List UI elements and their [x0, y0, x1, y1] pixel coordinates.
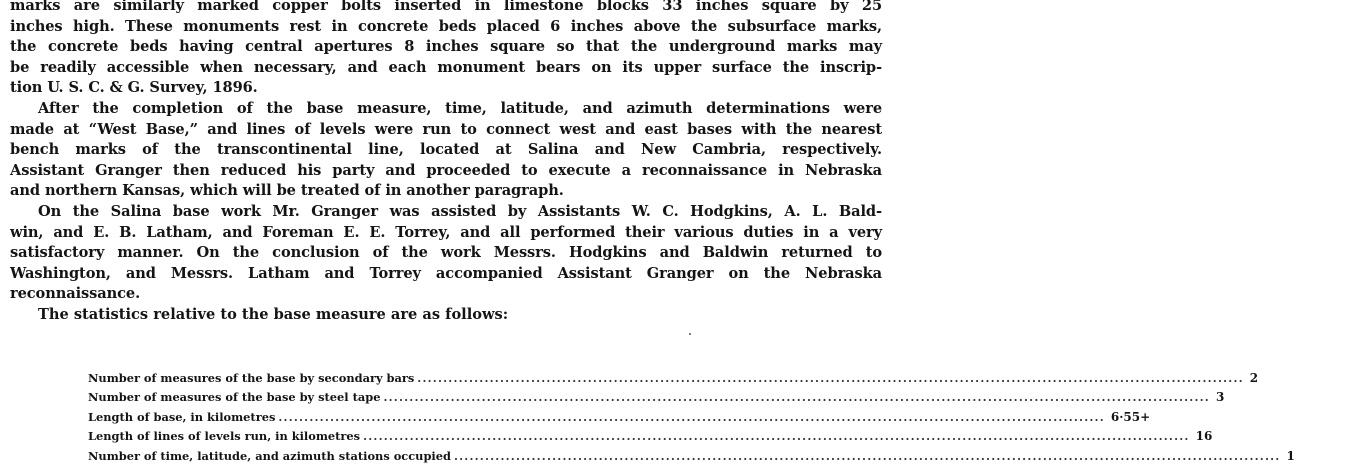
- text-line: Assistant Granger then reduced his party and proceeded to execute a reconnaissance in Nebraska: [10, 161, 882, 179]
- text-line: the concrete beds having central apertures 8 inches square so that the underground marks may: [10, 38, 882, 56]
- stats-intro: The statistics relative to the base measure are as follows:: [38, 305, 509, 323]
- dot-leader: ................................................................................................................................................................: [363, 429, 1190, 444]
- stat-row: [88, 371, 1259, 390]
- dot-leader: ................................................................................................................................................................: [278, 409, 1105, 424]
- paragraph-monuments: [10, 0, 882, 99]
- paragraph-completion: [10, 99, 882, 202]
- stat-value: 3: [1215, 390, 1225, 405]
- speck-mark: [689, 333, 691, 335]
- stat-row: [88, 390, 1225, 409]
- stat-value: 16: [1195, 429, 1213, 444]
- dot-leader: ................................................................................................................................................................: [417, 371, 1244, 385]
- stat-row: [88, 448, 1295, 468]
- stat-value: 2: [1249, 371, 1259, 385]
- dot-leader: ................................................................................................................................................................: [383, 390, 1210, 405]
- text-line: Washington, and Messrs. Latham and Torrey accompanied Assistant Granger on the Nebraska: [10, 264, 882, 282]
- text-line: be readily accessible when necessary, and each monument bears on its upper surface the inscrip-: [10, 58, 882, 76]
- paragraph-assistants: [10, 202, 882, 305]
- text-line: and northern Kansas, which will be treated of in another paragraph.: [10, 182, 564, 200]
- text-line: inches high. These monuments rest in concrete beds placed 6 inches above the subsurface marks,: [10, 17, 882, 35]
- text-line: win, and E. B. Latham, and Foreman E. E. Torrey, and all performed their various duties in a very: [10, 223, 882, 241]
- stat-value: 6·55+: [1110, 409, 1151, 424]
- stat-row: [88, 409, 1151, 429]
- text-line: bench marks of the transcontinental line, located at Salina and New Cambria, respectively.: [10, 141, 882, 159]
- stat-label: Length of lines of levels run, in kilometres: [88, 429, 361, 444]
- text-line: reconnaissance.: [10, 285, 141, 303]
- text-line: made at “West Base,” and lines of levels were run to connect west and east bases with the nearest: [10, 120, 882, 138]
- text-line: After the completion of the base measure, time, latitude, and azimuth determinations were: [38, 99, 882, 117]
- stats-table: [88, 371, 1295, 468]
- stat-label: Number of measures of the base by steel tape: [88, 390, 381, 405]
- stat-label: Number of time, latitude, and azimuth stations occupied: [88, 448, 451, 463]
- stat-label: Length of base, in kilometres: [88, 409, 276, 424]
- text-line: tion U. S. C. & G. Survey, 1896.: [10, 79, 258, 97]
- text-line: marks are similarly marked copper bolts inserted in limestone blocks 33 inches square by 25: [10, 0, 882, 14]
- stat-row: [88, 429, 1213, 448]
- text-line: On the Salina base work Mr. Granger was assisted by Assistants W. C. Hodgkins, A. L. Bald-: [38, 202, 882, 220]
- stat-value: 1: [1286, 448, 1295, 463]
- dot-leader: ................................................................................................................................................................: [453, 448, 1281, 463]
- text-line: satisfactory manner. On the conclusion of the work Messrs. Hodgkins and Baldwin returned to: [10, 244, 882, 262]
- stat-label: Number of measures of the base by secondary bars: [88, 371, 415, 385]
- document-page: [10, 0, 882, 326]
